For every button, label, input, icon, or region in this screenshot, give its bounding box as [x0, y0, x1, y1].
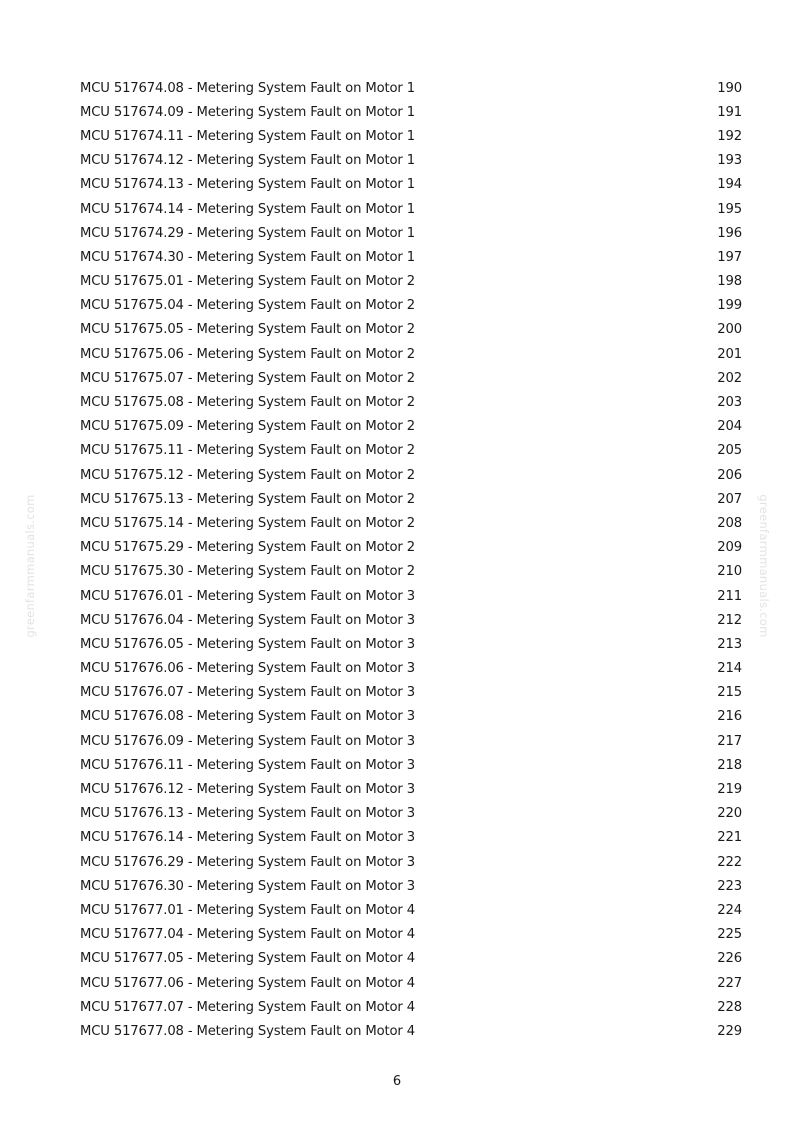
toc-entry-page: 192 [717, 128, 742, 144]
toc-entry-title: MCU 517676.01 - Metering System Fault on Motor 3 [80, 588, 415, 604]
toc-entry[interactable] [80, 487, 742, 511]
toc-entry[interactable] [80, 753, 742, 777]
toc-entry[interactable] [80, 777, 742, 801]
toc-entry[interactable] [80, 608, 742, 632]
toc-entry-page: 212 [717, 612, 742, 628]
toc-entry[interactable] [80, 560, 742, 584]
toc-entry-title: MCU 517676.05 - Metering System Fault on Motor 3 [80, 636, 415, 652]
toc-entry-page: 224 [717, 902, 742, 918]
toc-entry-page: 213 [717, 636, 742, 652]
toc-entry-title: MCU 517676.12 - Metering System Fault on Motor 3 [80, 782, 415, 798]
toc-entry-title: MCU 517675.12 - Metering System Fault on Motor 2 [80, 467, 415, 483]
toc-entry-page: 196 [717, 225, 742, 241]
toc-entry-title: MCU 517674.12 - Metering System Fault on Motor 1 [80, 153, 415, 169]
toc-entry-title: MCU 517676.09 - Metering System Fault on Motor 3 [80, 733, 415, 749]
toc-entry-title: MCU 517677.05 - Metering System Fault on Motor 4 [80, 951, 415, 967]
toc-entry[interactable] [80, 100, 742, 124]
toc-entry-title: MCU 517675.29 - Metering System Fault on Motor 2 [80, 540, 415, 556]
toc-entry-page: 200 [717, 322, 742, 338]
toc-entry-page: 216 [717, 709, 742, 725]
toc-entry[interactable] [80, 173, 742, 197]
toc-entry[interactable] [80, 342, 742, 366]
toc-entry-title: MCU 517676.11 - Metering System Fault on Motor 3 [80, 757, 415, 773]
toc-entry-title: MCU 517674.11 - Metering System Fault on Motor 1 [80, 128, 415, 144]
toc-entry-title: MCU 517677.07 - Metering System Fault on Motor 4 [80, 999, 415, 1015]
toc-entry[interactable] [80, 536, 742, 560]
toc-entry[interactable] [80, 294, 742, 318]
toc-entry-page: 222 [717, 854, 742, 870]
toc-entry-title: MCU 517675.07 - Metering System Fault on Motor 2 [80, 370, 415, 386]
watermark-right: greenfarmmanuals.com [757, 494, 771, 638]
toc-entry[interactable] [80, 923, 742, 947]
toc-entry-title: MCU 517675.04 - Metering System Fault on Motor 2 [80, 298, 415, 314]
toc-entry[interactable] [80, 221, 742, 245]
toc-entry[interactable] [80, 76, 742, 100]
toc-entry-page: 225 [717, 927, 742, 943]
toc-entry-title: MCU 517675.30 - Metering System Fault on Motor 2 [80, 564, 415, 580]
toc-entry-page: 209 [717, 540, 742, 556]
toc-entry-page: 193 [717, 153, 742, 169]
toc-entry-page: 218 [717, 757, 742, 773]
toc-entry-title: MCU 517674.30 - Metering System Fault on Motor 1 [80, 249, 415, 265]
toc-entry-page: 207 [717, 491, 742, 507]
toc-entry-title: MCU 517676.29 - Metering System Fault on Motor 3 [80, 854, 415, 870]
toc-entry[interactable] [80, 995, 742, 1019]
toc-entry[interactable] [80, 874, 742, 898]
toc-entry-title: MCU 517675.08 - Metering System Fault on Motor 2 [80, 395, 415, 411]
toc-entry[interactable] [80, 947, 742, 971]
toc-entry-page: 214 [717, 661, 742, 677]
toc-entry[interactable] [80, 366, 742, 390]
toc-entry-title: MCU 517676.30 - Metering System Fault on Motor 3 [80, 878, 415, 894]
toc-entry-title: MCU 517675.13 - Metering System Fault on Motor 2 [80, 491, 415, 507]
watermark-left: greenfarmmanuals.com [23, 494, 37, 638]
toc-entry-page: 223 [717, 878, 742, 894]
toc-entry-title: MCU 517675.06 - Metering System Fault on Motor 2 [80, 346, 415, 362]
toc-entry-title: MCU 517676.07 - Metering System Fault on Motor 3 [80, 685, 415, 701]
toc-entry-page: 195 [717, 201, 742, 217]
toc-entry-title: MCU 517677.04 - Metering System Fault on Motor 4 [80, 927, 415, 943]
toc-entry-title: MCU 517674.29 - Metering System Fault on Motor 1 [80, 225, 415, 241]
toc-entry-page: 221 [717, 830, 742, 846]
toc-entry[interactable] [80, 657, 742, 681]
toc-entry-title: MCU 517675.01 - Metering System Fault on Motor 2 [80, 274, 415, 290]
toc-entry-title: MCU 517676.13 - Metering System Fault on Motor 3 [80, 806, 415, 822]
toc-entry-page: 228 [717, 999, 742, 1015]
toc-entry[interactable] [80, 584, 742, 608]
toc-entry-page: 205 [717, 443, 742, 459]
toc-entry[interactable] [80, 729, 742, 753]
toc-entry[interactable] [80, 270, 742, 294]
toc-entry[interactable] [80, 802, 742, 826]
toc-entry[interactable] [80, 245, 742, 269]
toc-entry-title: MCU 517674.08 - Metering System Fault on Motor 1 [80, 80, 415, 96]
toc-entry-page: 220 [717, 806, 742, 822]
toc-entry[interactable] [80, 898, 742, 922]
toc-entry-title: MCU 517675.05 - Metering System Fault on Motor 2 [80, 322, 415, 338]
toc-entry-page: 226 [717, 951, 742, 967]
toc-entry-title: MCU 517676.06 - Metering System Fault on Motor 3 [80, 661, 415, 677]
toc-entry-page: 202 [717, 370, 742, 386]
toc-entry-page: 194 [717, 177, 742, 193]
toc-entry[interactable] [80, 850, 742, 874]
toc-entry-page: 219 [717, 782, 742, 798]
table-of-contents [80, 76, 742, 1044]
toc-entry-title: MCU 517677.06 - Metering System Fault on Motor 4 [80, 975, 415, 991]
toc-entry[interactable] [80, 415, 742, 439]
toc-entry[interactable] [80, 971, 742, 995]
toc-entry-page: 215 [717, 685, 742, 701]
toc-entry[interactable] [80, 511, 742, 535]
toc-entry-page: 229 [717, 1023, 742, 1039]
toc-entry[interactable] [80, 390, 742, 414]
toc-entry-title: MCU 517674.13 - Metering System Fault on Motor 1 [80, 177, 415, 193]
toc-entry-title: MCU 517676.04 - Metering System Fault on Motor 3 [80, 612, 415, 628]
toc-entry-page: 190 [717, 80, 742, 96]
toc-entry-page: 201 [717, 346, 742, 362]
toc-entry-title: MCU 517676.14 - Metering System Fault on Motor 3 [80, 830, 415, 846]
toc-entry-page: 198 [717, 274, 742, 290]
toc-entry-page: 211 [717, 588, 742, 604]
toc-entry-title: MCU 517677.01 - Metering System Fault on Motor 4 [80, 902, 415, 918]
toc-entry-page: 203 [717, 395, 742, 411]
toc-entry-title: MCU 517675.11 - Metering System Fault on Motor 2 [80, 443, 415, 459]
toc-entry[interactable] [80, 463, 742, 487]
toc-entry[interactable] [80, 632, 742, 656]
toc-entry[interactable] [80, 318, 742, 342]
toc-entry[interactable] [80, 681, 742, 705]
toc-entry-title: MCU 517675.09 - Metering System Fault on Motor 2 [80, 419, 415, 435]
toc-entry-title: MCU 517675.14 - Metering System Fault on Motor 2 [80, 515, 415, 531]
toc-entry-title: MCU 517677.08 - Metering System Fault on Motor 4 [80, 1023, 415, 1039]
toc-entry[interactable] [80, 124, 742, 148]
toc-entry-page: 199 [717, 298, 742, 314]
toc-entry[interactable] [80, 826, 742, 850]
toc-entry-page: 208 [717, 515, 742, 531]
toc-entry[interactable] [80, 439, 742, 463]
toc-entry[interactable] [80, 149, 742, 173]
toc-entry[interactable] [80, 1019, 742, 1043]
toc-entry-title: MCU 517676.08 - Metering System Fault on Motor 3 [80, 709, 415, 725]
toc-entry-page: 204 [717, 419, 742, 435]
toc-entry-page: 217 [717, 733, 742, 749]
toc-entry-title: MCU 517674.09 - Metering System Fault on Motor 1 [80, 104, 415, 120]
toc-entry-page: 197 [717, 249, 742, 265]
toc-entry[interactable] [80, 197, 742, 221]
toc-entry[interactable] [80, 705, 742, 729]
toc-entry-page: 206 [717, 467, 742, 483]
toc-entry-page: 191 [717, 104, 742, 120]
toc-entry-page: 210 [717, 564, 742, 580]
toc-entry-page: 227 [717, 975, 742, 991]
page-number: 6 [392, 1074, 402, 1089]
toc-entry-title: MCU 517674.14 - Metering System Fault on Motor 1 [80, 201, 415, 217]
